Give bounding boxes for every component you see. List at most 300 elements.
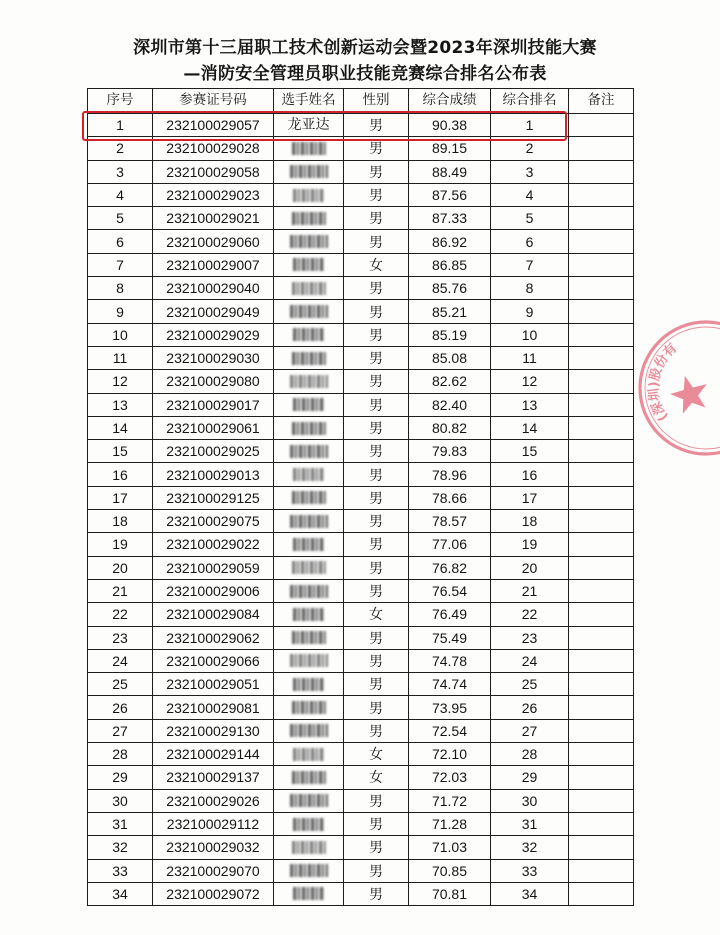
cell-contestant-name (274, 370, 344, 393)
cell-total-score: 72.03 (409, 766, 491, 789)
table-row (88, 463, 634, 486)
cell-serial: 17 (88, 486, 153, 509)
cell-serial: 2 (88, 137, 153, 160)
cell-gender: 男 (344, 160, 409, 183)
table-row (88, 859, 634, 882)
cell-remarks (569, 137, 634, 160)
cell-total-score: 85.76 (409, 277, 491, 300)
cell-contestant-name (274, 160, 344, 183)
cell-remarks (569, 579, 634, 602)
cell-remarks (569, 416, 634, 439)
cell-overall-rank: 20 (491, 556, 569, 579)
cell-gender: 男 (344, 486, 409, 509)
cell-remarks (569, 346, 634, 369)
cell-total-score: 80.82 (409, 416, 491, 439)
cell-registration-number: 232100029081 (153, 696, 274, 719)
cell-gender: 男 (344, 114, 409, 137)
redacted-name (293, 678, 324, 691)
cell-gender: 男 (344, 859, 409, 882)
cell-overall-rank: 31 (491, 812, 569, 835)
table-row (88, 486, 634, 509)
cell-total-score: 75.49 (409, 626, 491, 649)
cell-contestant-name (274, 626, 344, 649)
cell-contestant-name (274, 743, 344, 766)
cell-total-score: 73.95 (409, 696, 491, 719)
cell-registration-number: 232100029028 (153, 137, 274, 160)
cell-gender: 女 (344, 603, 409, 626)
cell-contestant-name (274, 183, 344, 206)
cell-registration-number: 232100029007 (153, 253, 274, 276)
cell-overall-rank: 13 (491, 393, 569, 416)
cell-remarks (569, 673, 634, 696)
redacted-name (290, 794, 328, 807)
cell-registration-number: 232100029061 (153, 416, 274, 439)
redacted-name (290, 515, 328, 528)
cell-contestant-name (274, 393, 344, 416)
cell-remarks (569, 626, 634, 649)
cell-contestant-name (274, 579, 344, 602)
header-row (88, 89, 634, 114)
redacted-name (293, 398, 324, 411)
cell-serial: 10 (88, 323, 153, 346)
cell-overall-rank: 32 (491, 836, 569, 859)
redacted-name (290, 864, 328, 877)
cell-registration-number: 232100029137 (153, 766, 274, 789)
cell-registration-number: 232100029022 (153, 533, 274, 556)
cell-gender: 男 (344, 300, 409, 323)
cell-gender: 男 (344, 207, 409, 230)
cell-contestant-name (274, 323, 344, 346)
cell-gender: 男 (344, 533, 409, 556)
cell-overall-rank: 33 (491, 859, 569, 882)
redacted-name (292, 771, 326, 784)
cell-gender: 男 (344, 696, 409, 719)
cell-overall-rank: 8 (491, 277, 569, 300)
cell-contestant-name (274, 533, 344, 556)
cell-overall-rank: 7 (491, 253, 569, 276)
cell-remarks (569, 533, 634, 556)
table-row (88, 207, 634, 230)
table-row (88, 766, 634, 789)
cell-total-score: 90.38 (409, 114, 491, 137)
cell-registration-number: 232100029006 (153, 579, 274, 602)
cell-serial: 8 (88, 277, 153, 300)
cell-contestant-name (274, 440, 344, 463)
cell-serial: 26 (88, 696, 153, 719)
table-row (88, 836, 634, 859)
cell-gender: 男 (344, 183, 409, 206)
redacted-name (290, 445, 328, 458)
cell-remarks (569, 859, 634, 882)
header-total-score: 综合成绩 (409, 89, 491, 114)
cell-overall-rank: 15 (491, 440, 569, 463)
cell-total-score: 77.06 (409, 533, 491, 556)
cell-remarks (569, 486, 634, 509)
cell-registration-number: 232100029040 (153, 277, 274, 300)
cell-remarks (569, 370, 634, 393)
cell-overall-rank: 29 (491, 766, 569, 789)
cell-remarks (569, 114, 634, 137)
table-row (88, 160, 634, 183)
cell-contestant-name (274, 789, 344, 812)
cell-contestant-name (274, 859, 344, 882)
cell-gender: 男 (344, 277, 409, 300)
cell-gender: 男 (344, 812, 409, 835)
cell-overall-rank: 26 (491, 696, 569, 719)
cell-registration-number: 232100029144 (153, 743, 274, 766)
redacted-name (292, 561, 326, 574)
table-row (88, 183, 634, 206)
redacted-name (292, 841, 326, 854)
cell-remarks (569, 160, 634, 183)
cell-registration-number: 232100029013 (153, 463, 274, 486)
cell-contestant-name (274, 812, 344, 835)
cell-overall-rank: 16 (491, 463, 569, 486)
cell-contestant-name (274, 766, 344, 789)
cell-serial: 22 (88, 603, 153, 626)
table-row (88, 510, 634, 533)
star-icon (666, 371, 712, 416)
table-row (88, 626, 634, 649)
table-row (88, 277, 634, 300)
cell-registration-number: 232100029072 (153, 882, 274, 905)
ranking-table (87, 88, 634, 906)
cell-gender: 男 (344, 626, 409, 649)
cell-gender: 男 (344, 393, 409, 416)
cell-total-score: 71.28 (409, 812, 491, 835)
cell-registration-number: 232100029084 (153, 603, 274, 626)
document-title-line-2: —消防安全管理员职业技能竞赛综合排名公布表 (183, 64, 547, 84)
cell-overall-rank: 10 (491, 323, 569, 346)
cell-remarks (569, 207, 634, 230)
redacted-name (292, 142, 326, 155)
cell-total-score: 86.92 (409, 230, 491, 253)
cell-overall-rank: 3 (491, 160, 569, 183)
cell-total-score: 79.83 (409, 440, 491, 463)
cell-remarks (569, 603, 634, 626)
redacted-name (293, 748, 324, 761)
redacted-name (293, 538, 324, 551)
cell-total-score: 82.40 (409, 393, 491, 416)
header-contestant-name: 选手姓名 (274, 89, 344, 114)
cell-registration-number: 232100029125 (153, 486, 274, 509)
cell-serial: 20 (88, 556, 153, 579)
cell-overall-rank: 1 (491, 114, 569, 137)
cell-serial: 14 (88, 416, 153, 439)
cell-total-score: 89.15 (409, 137, 491, 160)
cell-serial: 3 (88, 160, 153, 183)
header-registration-number: 参赛证号码 (153, 89, 274, 114)
table-row (88, 789, 634, 812)
redacted-name (292, 631, 326, 644)
cell-total-score: 86.85 (409, 253, 491, 276)
table-row (88, 346, 634, 369)
cell-gender: 女 (344, 743, 409, 766)
cell-contestant-name (274, 603, 344, 626)
cell-remarks (569, 440, 634, 463)
table-row (88, 579, 634, 602)
cell-overall-rank: 9 (491, 300, 569, 323)
seal-text: (深圳)股份有 (646, 340, 681, 424)
cell-contestant-name (274, 137, 344, 160)
cell-overall-rank: 27 (491, 719, 569, 742)
cell-gender: 女 (344, 253, 409, 276)
cell-gender: 男 (344, 323, 409, 346)
cell-contestant-name: 龙亚达 (274, 114, 344, 137)
cell-serial: 25 (88, 673, 153, 696)
cell-gender: 男 (344, 230, 409, 253)
cell-serial: 6 (88, 230, 153, 253)
cell-registration-number: 232100029032 (153, 836, 274, 859)
cell-remarks (569, 696, 634, 719)
cell-contestant-name (274, 207, 344, 230)
cell-gender: 男 (344, 440, 409, 463)
cell-gender: 女 (344, 766, 409, 789)
cell-registration-number: 232100029057 (153, 114, 274, 137)
cell-registration-number: 232100029051 (153, 673, 274, 696)
cell-serial: 11 (88, 346, 153, 369)
table-row (88, 743, 634, 766)
table-row (88, 603, 634, 626)
redacted-name (290, 305, 328, 318)
cell-remarks (569, 510, 634, 533)
cell-gender: 男 (344, 836, 409, 859)
cell-contestant-name (274, 463, 344, 486)
cell-remarks (569, 719, 634, 742)
cell-registration-number: 232100029058 (153, 160, 274, 183)
table-row (88, 440, 634, 463)
cell-total-score: 72.54 (409, 719, 491, 742)
cell-total-score: 87.56 (409, 183, 491, 206)
cell-total-score: 74.78 (409, 649, 491, 672)
cell-total-score: 85.19 (409, 323, 491, 346)
table-row (88, 882, 634, 905)
cell-contestant-name (274, 719, 344, 742)
cell-gender: 男 (344, 370, 409, 393)
cell-overall-rank: 18 (491, 510, 569, 533)
cell-gender: 男 (344, 719, 409, 742)
redacted-name (290, 654, 328, 667)
cell-overall-rank: 23 (491, 626, 569, 649)
redacted-name (292, 282, 326, 295)
cell-total-score: 82.62 (409, 370, 491, 393)
cell-overall-rank: 22 (491, 603, 569, 626)
cell-serial: 1 (88, 114, 153, 137)
cell-gender: 男 (344, 789, 409, 812)
table-row (88, 393, 634, 416)
cell-total-score: 76.82 (409, 556, 491, 579)
table-row (88, 812, 634, 835)
cell-overall-rank: 19 (491, 533, 569, 556)
table-row (88, 114, 634, 137)
redacted-name (292, 491, 326, 504)
cell-remarks (569, 766, 634, 789)
cell-remarks (569, 463, 634, 486)
cell-serial: 32 (88, 836, 153, 859)
cell-contestant-name (274, 253, 344, 276)
cell-contestant-name (274, 882, 344, 905)
cell-registration-number: 232100029130 (153, 719, 274, 742)
table-row (88, 649, 634, 672)
cell-gender: 男 (344, 673, 409, 696)
redacted-name (293, 818, 324, 831)
header-serial: 序号 (88, 89, 153, 114)
cell-contestant-name (274, 836, 344, 859)
table-row (88, 370, 634, 393)
cell-contestant-name (274, 300, 344, 323)
cell-overall-rank: 4 (491, 183, 569, 206)
cell-gender: 男 (344, 882, 409, 905)
cell-contestant-name (274, 649, 344, 672)
cell-remarks (569, 393, 634, 416)
cell-total-score: 85.08 (409, 346, 491, 369)
cell-serial: 21 (88, 579, 153, 602)
cell-gender: 男 (344, 556, 409, 579)
redacted-name (293, 328, 324, 341)
cell-serial: 18 (88, 510, 153, 533)
cell-serial: 33 (88, 859, 153, 882)
redacted-name (292, 701, 326, 714)
table-header (88, 89, 634, 114)
header-remarks: 备注 (569, 89, 634, 114)
cell-serial: 24 (88, 649, 153, 672)
cell-serial: 27 (88, 719, 153, 742)
redacted-name (293, 189, 324, 202)
official-seal (636, 316, 720, 462)
cell-contestant-name (274, 486, 344, 509)
cell-registration-number: 232100029021 (153, 207, 274, 230)
cell-total-score: 70.81 (409, 882, 491, 905)
table-row (88, 556, 634, 579)
cell-overall-rank: 28 (491, 743, 569, 766)
cell-overall-rank: 34 (491, 882, 569, 905)
cell-overall-rank: 30 (491, 789, 569, 812)
table-row (88, 719, 634, 742)
cell-total-score: 70.85 (409, 859, 491, 882)
cell-registration-number: 232100029025 (153, 440, 274, 463)
cell-overall-rank: 24 (491, 649, 569, 672)
cell-serial: 9 (88, 300, 153, 323)
redacted-name (293, 258, 324, 271)
cell-total-score: 72.10 (409, 743, 491, 766)
redacted-name (290, 724, 328, 737)
cell-registration-number: 232100029066 (153, 649, 274, 672)
cell-total-score: 85.21 (409, 300, 491, 323)
cell-serial: 34 (88, 882, 153, 905)
cell-gender: 男 (344, 137, 409, 160)
redacted-name (290, 165, 328, 178)
cell-registration-number: 232100029029 (153, 323, 274, 346)
cell-registration-number: 232100029075 (153, 510, 274, 533)
cell-serial: 19 (88, 533, 153, 556)
redacted-name (290, 235, 328, 248)
cell-remarks (569, 556, 634, 579)
cell-overall-rank: 11 (491, 346, 569, 369)
cell-remarks (569, 743, 634, 766)
cell-serial: 15 (88, 440, 153, 463)
cell-overall-rank: 5 (491, 207, 569, 230)
cell-contestant-name (274, 416, 344, 439)
table-body (88, 114, 634, 906)
cell-contestant-name (274, 230, 344, 253)
table-row (88, 673, 634, 696)
cell-registration-number: 232100029023 (153, 183, 274, 206)
table-row (88, 253, 634, 276)
redacted-name (292, 212, 326, 225)
cell-registration-number: 232100029017 (153, 393, 274, 416)
cell-overall-rank: 25 (491, 673, 569, 696)
cell-total-score: 74.74 (409, 673, 491, 696)
cell-gender: 男 (344, 510, 409, 533)
cell-gender: 男 (344, 649, 409, 672)
redacted-name (290, 585, 328, 598)
cell-total-score: 87.33 (409, 207, 491, 230)
table-row (88, 696, 634, 719)
redacted-name (293, 887, 324, 900)
cell-serial: 30 (88, 789, 153, 812)
cell-contestant-name (274, 346, 344, 369)
cell-overall-rank: 14 (491, 416, 569, 439)
cell-serial: 29 (88, 766, 153, 789)
table-row (88, 533, 634, 556)
cell-serial: 31 (88, 812, 153, 835)
table-row (88, 230, 634, 253)
cell-remarks (569, 812, 634, 835)
table-row (88, 416, 634, 439)
cell-gender: 男 (344, 346, 409, 369)
cell-registration-number: 232100029026 (153, 789, 274, 812)
cell-total-score: 76.49 (409, 603, 491, 626)
cell-remarks (569, 183, 634, 206)
cell-contestant-name (274, 277, 344, 300)
cell-gender: 男 (344, 463, 409, 486)
cell-contestant-name (274, 556, 344, 579)
cell-registration-number: 232100029112 (153, 812, 274, 835)
cell-remarks (569, 649, 634, 672)
table-row (88, 300, 634, 323)
cell-total-score: 76.54 (409, 579, 491, 602)
cell-serial: 16 (88, 463, 153, 486)
cell-registration-number: 232100029070 (153, 859, 274, 882)
cell-registration-number: 232100029049 (153, 300, 274, 323)
cell-serial: 4 (88, 183, 153, 206)
cell-contestant-name (274, 673, 344, 696)
cell-remarks (569, 323, 634, 346)
cell-remarks (569, 230, 634, 253)
redacted-name (293, 608, 324, 621)
cell-remarks (569, 836, 634, 859)
document-title-line-1: 深圳市第十三届职工技术创新运动会暨2023年深圳技能大赛 (133, 38, 597, 58)
cell-remarks (569, 300, 634, 323)
cell-total-score: 71.03 (409, 836, 491, 859)
cell-serial: 7 (88, 253, 153, 276)
cell-contestant-name (274, 510, 344, 533)
header-overall-rank: 综合排名 (491, 89, 569, 114)
cell-total-score: 71.72 (409, 789, 491, 812)
cell-registration-number: 232100029060 (153, 230, 274, 253)
cell-registration-number: 232100029080 (153, 370, 274, 393)
seal-graphic (636, 316, 720, 462)
cell-total-score: 88.49 (409, 160, 491, 183)
cell-gender: 男 (344, 579, 409, 602)
cell-gender: 男 (344, 416, 409, 439)
cell-overall-rank: 21 (491, 579, 569, 602)
cell-overall-rank: 17 (491, 486, 569, 509)
cell-contestant-name (274, 696, 344, 719)
cell-registration-number: 232100029030 (153, 346, 274, 369)
cell-serial: 12 (88, 370, 153, 393)
cell-registration-number: 232100029062 (153, 626, 274, 649)
